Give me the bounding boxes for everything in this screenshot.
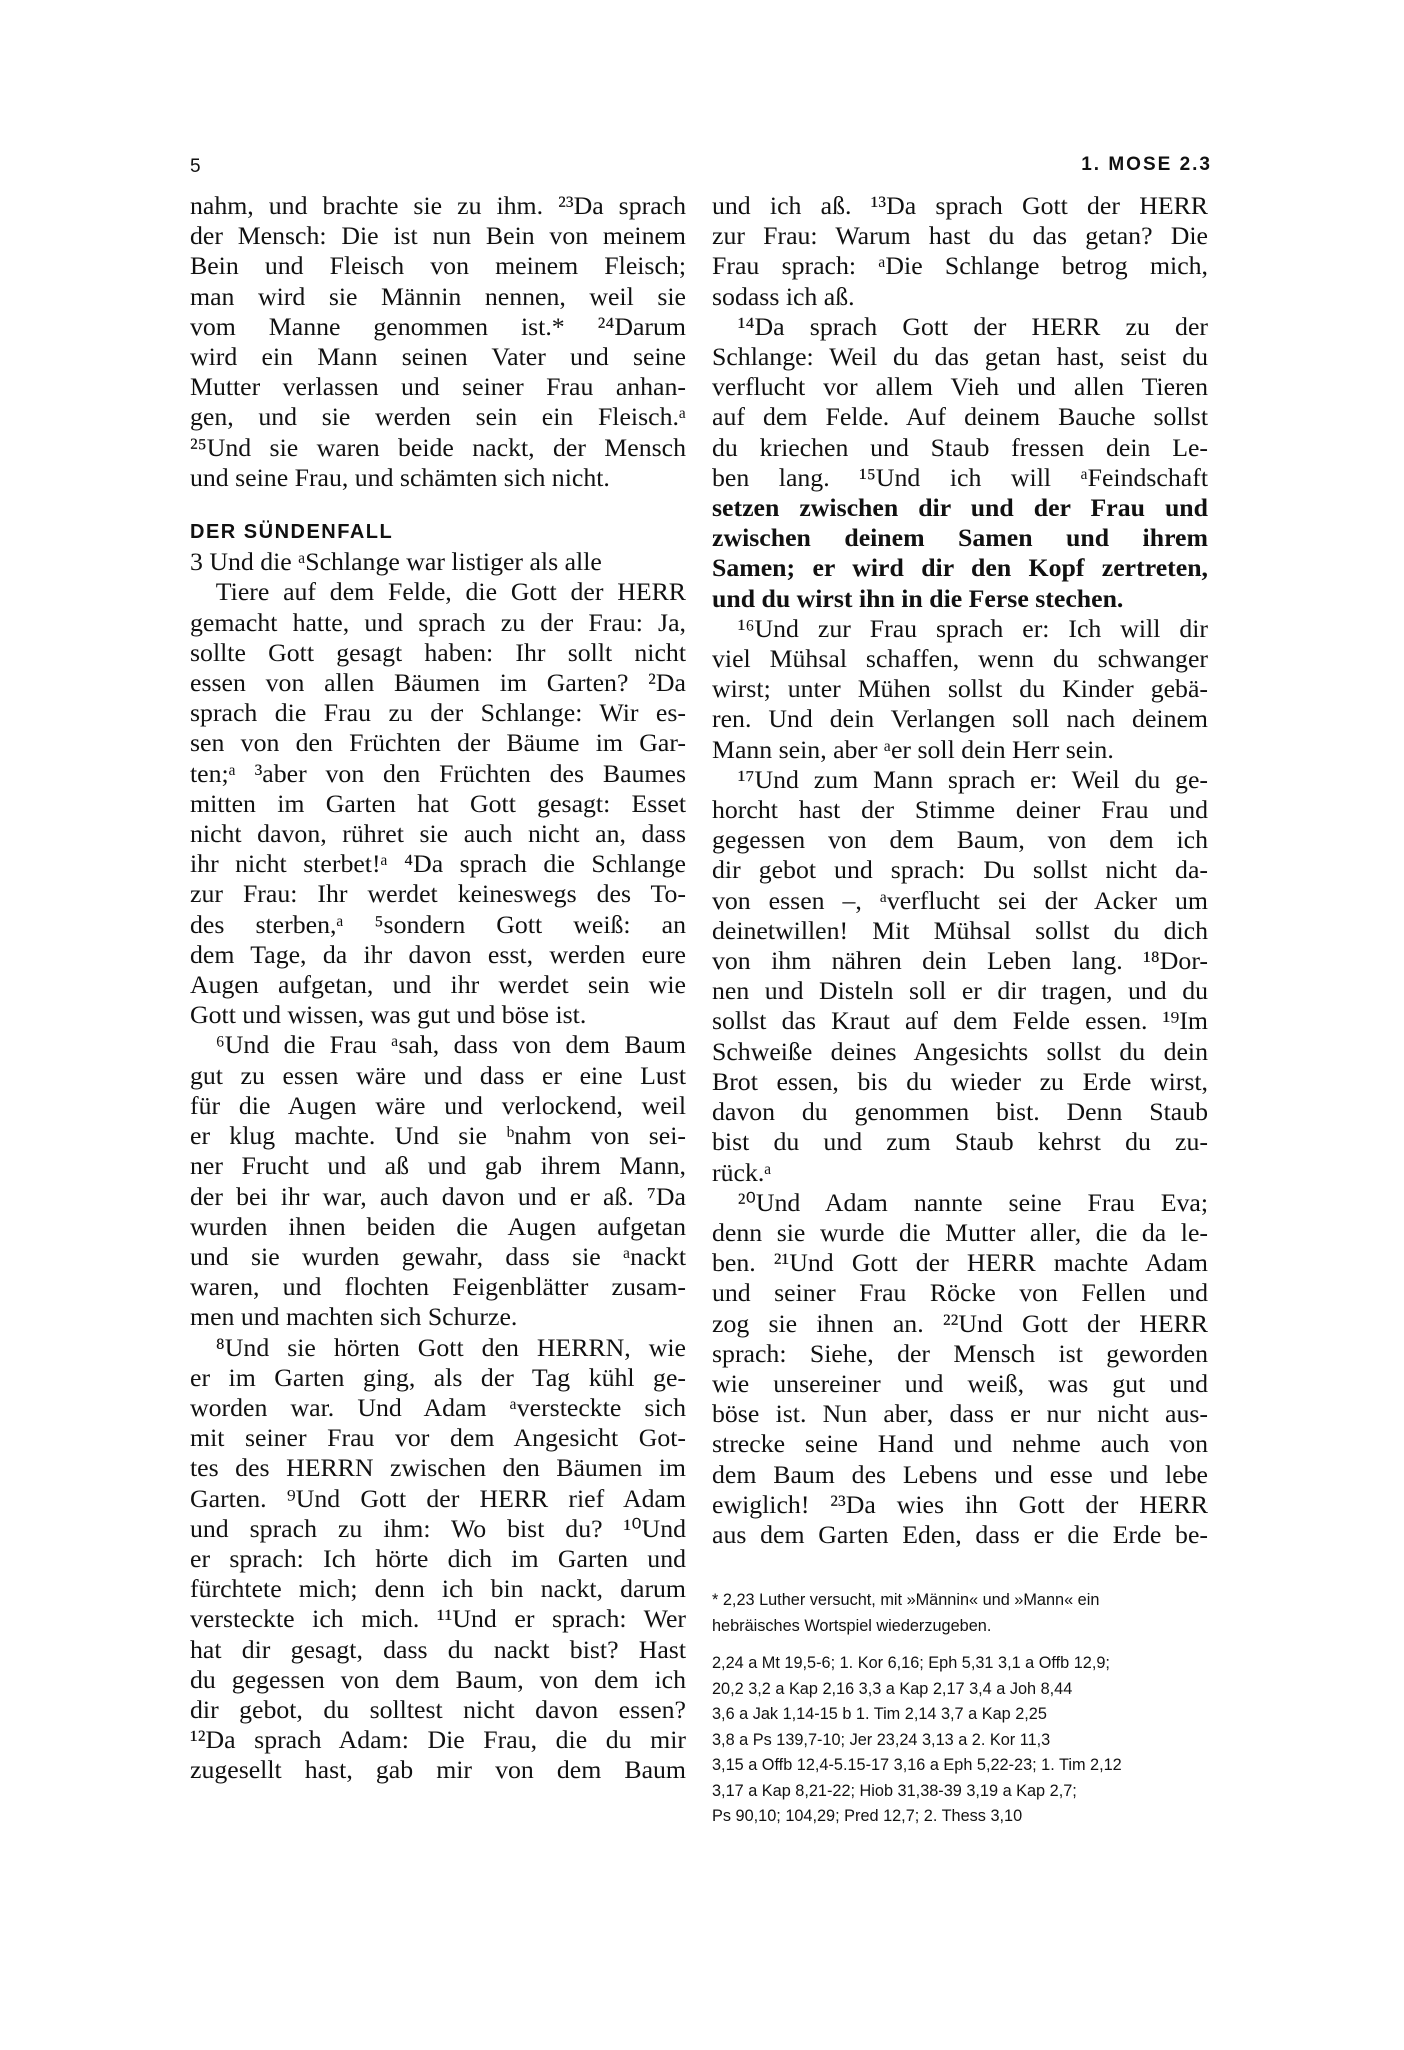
text-line: sprach: Siehe, der Mensch ist geworden bbox=[712, 1338, 1208, 1368]
running-head: 1. MOSE 2.3 bbox=[1081, 154, 1212, 175]
text-line: der bei ihr war, auch davon und er aß. ⁷Da bbox=[190, 1181, 686, 1211]
text-line: und seine Frau, und schämten sich nicht. bbox=[190, 462, 610, 492]
text-line: gemacht hatte, und sprach zu der Frau: Ja, bbox=[190, 607, 686, 637]
text-line: du gegessen von dem Baum, von dem ich bbox=[190, 1664, 686, 1694]
footnote-line: 3,8 a Ps 139,7-10; Jer 23,24 3,13 a 2. Kor 11,3 bbox=[712, 1730, 1051, 1749]
footnote-line: 3,17 a Kap 8,21-22; Hiob 31,38-39 3,19 a Kap 2,7; bbox=[712, 1781, 1077, 1800]
left-column bbox=[190, 191, 686, 1786]
text-line: rück.ᵃ bbox=[712, 1157, 772, 1187]
text-line: zwischen deinem Samen und ihrem bbox=[712, 523, 1208, 553]
text-line: ben. ²¹Und Gott der HERR machte Adam bbox=[712, 1248, 1208, 1278]
text-line: Tiere auf dem Felde, die Gott der HERR bbox=[190, 577, 686, 607]
text-line: Frau sprach: ᵃDie Schlange betrog mich, bbox=[712, 251, 1208, 281]
footnote-line: * 2,23 Luther versucht, mit »Männin« und »Mann« ein bbox=[712, 1591, 1100, 1609]
text-line: zur Frau: Warum hast du das getan? Die bbox=[712, 221, 1208, 251]
text-line: fürchtete mich; denn ich bin nackt, darum bbox=[190, 1574, 686, 1604]
text-line: aus dem Garten Eden, dass er die Erde be- bbox=[712, 1519, 1208, 1549]
text-line: Augen aufgetan, und ihr werdet sein wie bbox=[190, 970, 686, 1000]
text-line: Bein und Fleisch von meinem Fleisch; bbox=[190, 251, 686, 281]
text-line: Mutter verlassen und seiner Frau anhan- bbox=[190, 372, 686, 402]
left-text-before-heading bbox=[190, 191, 686, 493]
text-line: nicht davon, rühret sie auch nicht an, dass bbox=[190, 819, 686, 849]
footnote-line: 3,6 a Jak 1,14-15 b 1. Tim 2,14 3,7 a Kap 2,25 bbox=[712, 1705, 1047, 1723]
text-line: du kriechen und Staub fressen dein Le- bbox=[712, 432, 1208, 462]
left-text-after-heading bbox=[190, 547, 686, 1785]
text-line: wurden ihnen beiden die Augen aufgetan bbox=[190, 1211, 686, 1241]
text-line: ¹²Da sprach Adam: Die Frau, die du mir bbox=[190, 1725, 686, 1755]
text-line: denn sie wurde die Mutter aller, die da le- bbox=[712, 1217, 1208, 1247]
text-line: horcht hast der Stimme deiner Frau und bbox=[712, 795, 1208, 825]
text-line: gut zu essen wäre und dass er eine Lust bbox=[190, 1060, 686, 1090]
right-text bbox=[712, 191, 1208, 1550]
text-line: viel Mühsal schaffen, wenn du schwanger bbox=[712, 644, 1208, 674]
text-line: für die Augen wäre und verlockend, weil bbox=[190, 1090, 686, 1120]
text-line: ben lang. ¹⁵Und ich will ᵃFeindschaft bbox=[712, 462, 1208, 492]
text-line: zog sie ihnen an. ²²Und Gott der HERR bbox=[712, 1308, 1208, 1338]
text-line: Gott und wissen, was gut und böse ist. bbox=[190, 1000, 587, 1030]
text-line: ¹⁷Und zum Mann sprach er: Weil du ge- bbox=[712, 764, 1208, 794]
text-line: setzen zwischen dir und der Frau und bbox=[712, 493, 1208, 523]
footnote-annotations bbox=[712, 1588, 1208, 1639]
text-line: zugesellt hast, gab mir von dem Baum bbox=[190, 1755, 686, 1785]
text-line: waren, und flochten Feigenblätter zusam- bbox=[190, 1272, 686, 1302]
text-line: deinetwillen! Mit Mühsal sollst du dich bbox=[712, 915, 1208, 945]
text-line: strecke seine Hand und nehme auch von bbox=[712, 1429, 1208, 1459]
text-line: und sprach zu ihm: Wo bist du? ¹⁰Und bbox=[190, 1513, 686, 1543]
text-line: bist du und zum Staub kehrst du zu- bbox=[712, 1127, 1208, 1157]
text-line: sprach die Frau zu der Schlange: Wir es- bbox=[190, 698, 686, 728]
text-line: man wird sie Männin nennen, weil sie bbox=[190, 281, 686, 311]
text-line: von ihm nähren dein Leben lang. ¹⁸Dor- bbox=[712, 946, 1208, 976]
text-line: ewiglich! ²³Da wies ihn Gott der HERR bbox=[712, 1489, 1208, 1519]
text-line: ren. Und dein Verlangen soll nach deinem bbox=[712, 704, 1208, 734]
footnote-line: 3,15 a Offb 12,4-5.15-17 3,16 a Eph 5,22-23; 1. Tim 2,12 bbox=[712, 1756, 1122, 1774]
text-line: von essen –, ᵃverflucht sei der Acker um bbox=[712, 885, 1208, 915]
text-line: men und machten sich Schurze. bbox=[190, 1302, 518, 1332]
text-line: nahm, und brachte sie zu ihm. ²³Da sprach bbox=[190, 191, 686, 220]
text-line: gegessen von dem Baum, von dem ich bbox=[712, 825, 1208, 855]
page-number: 5 bbox=[190, 156, 201, 177]
text-line: böse ist. Nun aber, dass er nur nicht aus- bbox=[712, 1399, 1208, 1429]
text-line: versteckte ich mich. ¹¹Und er sprach: Wer bbox=[190, 1604, 686, 1634]
text-line: der Mensch: Die ist nun Bein von meinem bbox=[190, 221, 686, 251]
text-line: mit seiner Frau vor dem Angesicht Got- bbox=[190, 1423, 686, 1453]
text-line: wie unsereiner und weiß, was gut und bbox=[712, 1368, 1208, 1398]
text-line: wird ein Mann seinen Vater und seine bbox=[190, 342, 686, 372]
text-line: dem Baum des Lebens und esse und lebe bbox=[712, 1459, 1208, 1489]
section-heading: DER SÜNDENFALL bbox=[190, 521, 394, 544]
text-line: davon du genommen bist. Denn Staub bbox=[712, 1097, 1208, 1127]
text-line: vom Manne genommen ist.* ²⁴Darum bbox=[190, 311, 686, 341]
text-line: verflucht vor allem Vieh und allen Tieren bbox=[712, 372, 1208, 402]
text-line: Schlange: Weil du das getan hast, seist du bbox=[712, 342, 1208, 372]
text-line: ten;ᵃ ³aber von den Früchten des Baumes bbox=[190, 758, 686, 788]
text-line: und sie wurden gewahr, dass sie ᵃnackt bbox=[190, 1241, 686, 1271]
footnote-line: Ps 90,10; 104,29; Pred 12,7; 2. Thess 3,10 bbox=[712, 1807, 1023, 1825]
text-line: und seiner Frau Röcke von Fellen und bbox=[712, 1278, 1208, 1308]
footnote-line: 20,2 3,2 a Kap 2,16 3,3 a Kap 2,17 3,4 a Joh 8,44 bbox=[712, 1679, 1073, 1698]
text-line: tes des HERRN zwischen den Bäumen im bbox=[190, 1453, 686, 1483]
text-line: Brot essen, bis du wieder zu Erde wirst, bbox=[712, 1066, 1208, 1096]
text-line: essen von allen Bäumen im Garten? ²Da bbox=[190, 668, 686, 698]
text-line: sodass ich aß. bbox=[712, 281, 855, 311]
text-line: 3 Und die ᵃSchlange war listiger als alle bbox=[190, 547, 602, 577]
text-line: ⁸Und sie hörten Gott den HERRN, wie bbox=[190, 1332, 686, 1362]
text-line: sollte Gott gesagt haben: Ihr sollt nicht bbox=[190, 637, 686, 667]
text-line: er klug machte. Und sie ᵇnahm von sei- bbox=[190, 1121, 686, 1151]
text-line: wirst; unter Mühen sollst du Kinder gebä- bbox=[712, 674, 1208, 704]
text-line: sollst das Kraut auf dem Felde essen. ¹⁹Im bbox=[712, 1006, 1208, 1036]
text-line: Schweiße deines Angesichts sollst du dein bbox=[712, 1036, 1208, 1066]
text-line: dir gebot und sprach: Du sollst nicht da- bbox=[712, 855, 1208, 885]
text-line: worden war. Und Adam ᵃversteckte sich bbox=[190, 1392, 686, 1422]
text-line: zur Frau: Ihr werdet keineswegs des To- bbox=[190, 879, 686, 909]
text-line: ¹⁴Da sprach Gott der HERR zu der bbox=[712, 311, 1208, 341]
text-line: Garten. ⁹Und Gott der HERR rief Adam bbox=[190, 1483, 686, 1513]
text-line: ¹⁶Und zur Frau sprach er: Ich will dir bbox=[712, 613, 1208, 643]
right-column bbox=[712, 191, 1208, 1550]
text-line: Mann sein, aber ᵃer soll dein Herr sein. bbox=[712, 734, 1114, 764]
footnote-line: 2,24 a Mt 19,5-6; 1. Kor 6,16; Eph 5,31 3,1 a Offb 12,9; bbox=[712, 1654, 1110, 1672]
text-line: ihr nicht sterbet!ᵃ ⁴Da sprach die Schlange bbox=[190, 849, 686, 879]
text-line: mitten im Garten hat Gott gesagt: Esset bbox=[190, 788, 686, 818]
text-line: hat dir gesagt, dass du nackt bist? Hast bbox=[190, 1634, 686, 1664]
text-line: ²⁵Und sie waren beide nackt, der Mensch bbox=[190, 432, 686, 462]
text-line: nen und Disteln soll er dir tragen, und du bbox=[712, 976, 1208, 1006]
text-line: dem Tage, da ihr davon esst, werden eure bbox=[190, 939, 686, 969]
text-line: und ich aß. ¹³Da sprach Gott der HERR bbox=[712, 191, 1208, 220]
footnotes bbox=[712, 1588, 1208, 1830]
footnote-line: hebräisches Wortspiel wiederzugeben. bbox=[712, 1616, 992, 1635]
text-line: ⁶Und die Frau ᵃsah, dass von dem Baum bbox=[190, 1030, 686, 1060]
text-line: des sterben,ᵃ ⁵sondern Gott weiß: an bbox=[190, 909, 686, 939]
text-line: gen, und sie werden sein ein Fleisch.ᵃ bbox=[190, 402, 686, 432]
text-line: sen von den Früchten der Bäume im Gar- bbox=[190, 728, 686, 758]
text-line: Samen; er wird dir den Kopf zertreten, bbox=[712, 553, 1208, 583]
text-line: er sprach: Ich hörte dich im Garten und bbox=[190, 1543, 686, 1573]
text-line: er im Garten ging, als der Tag kühl ge- bbox=[190, 1362, 686, 1392]
text-line: dir gebot, du solltest nicht davon essen? bbox=[190, 1694, 686, 1724]
text-line: ²⁰Und Adam nannte seine Frau Eva; bbox=[712, 1187, 1208, 1217]
text-line: auf dem Felde. Auf deinem Bauche sollst bbox=[712, 402, 1208, 432]
text-line: und du wirst ihn in die Ferse stechen. bbox=[712, 583, 1124, 613]
cross-references bbox=[712, 1651, 1208, 1830]
text-line: ner Frucht und aß und gab ihrem Mann, bbox=[190, 1151, 686, 1181]
